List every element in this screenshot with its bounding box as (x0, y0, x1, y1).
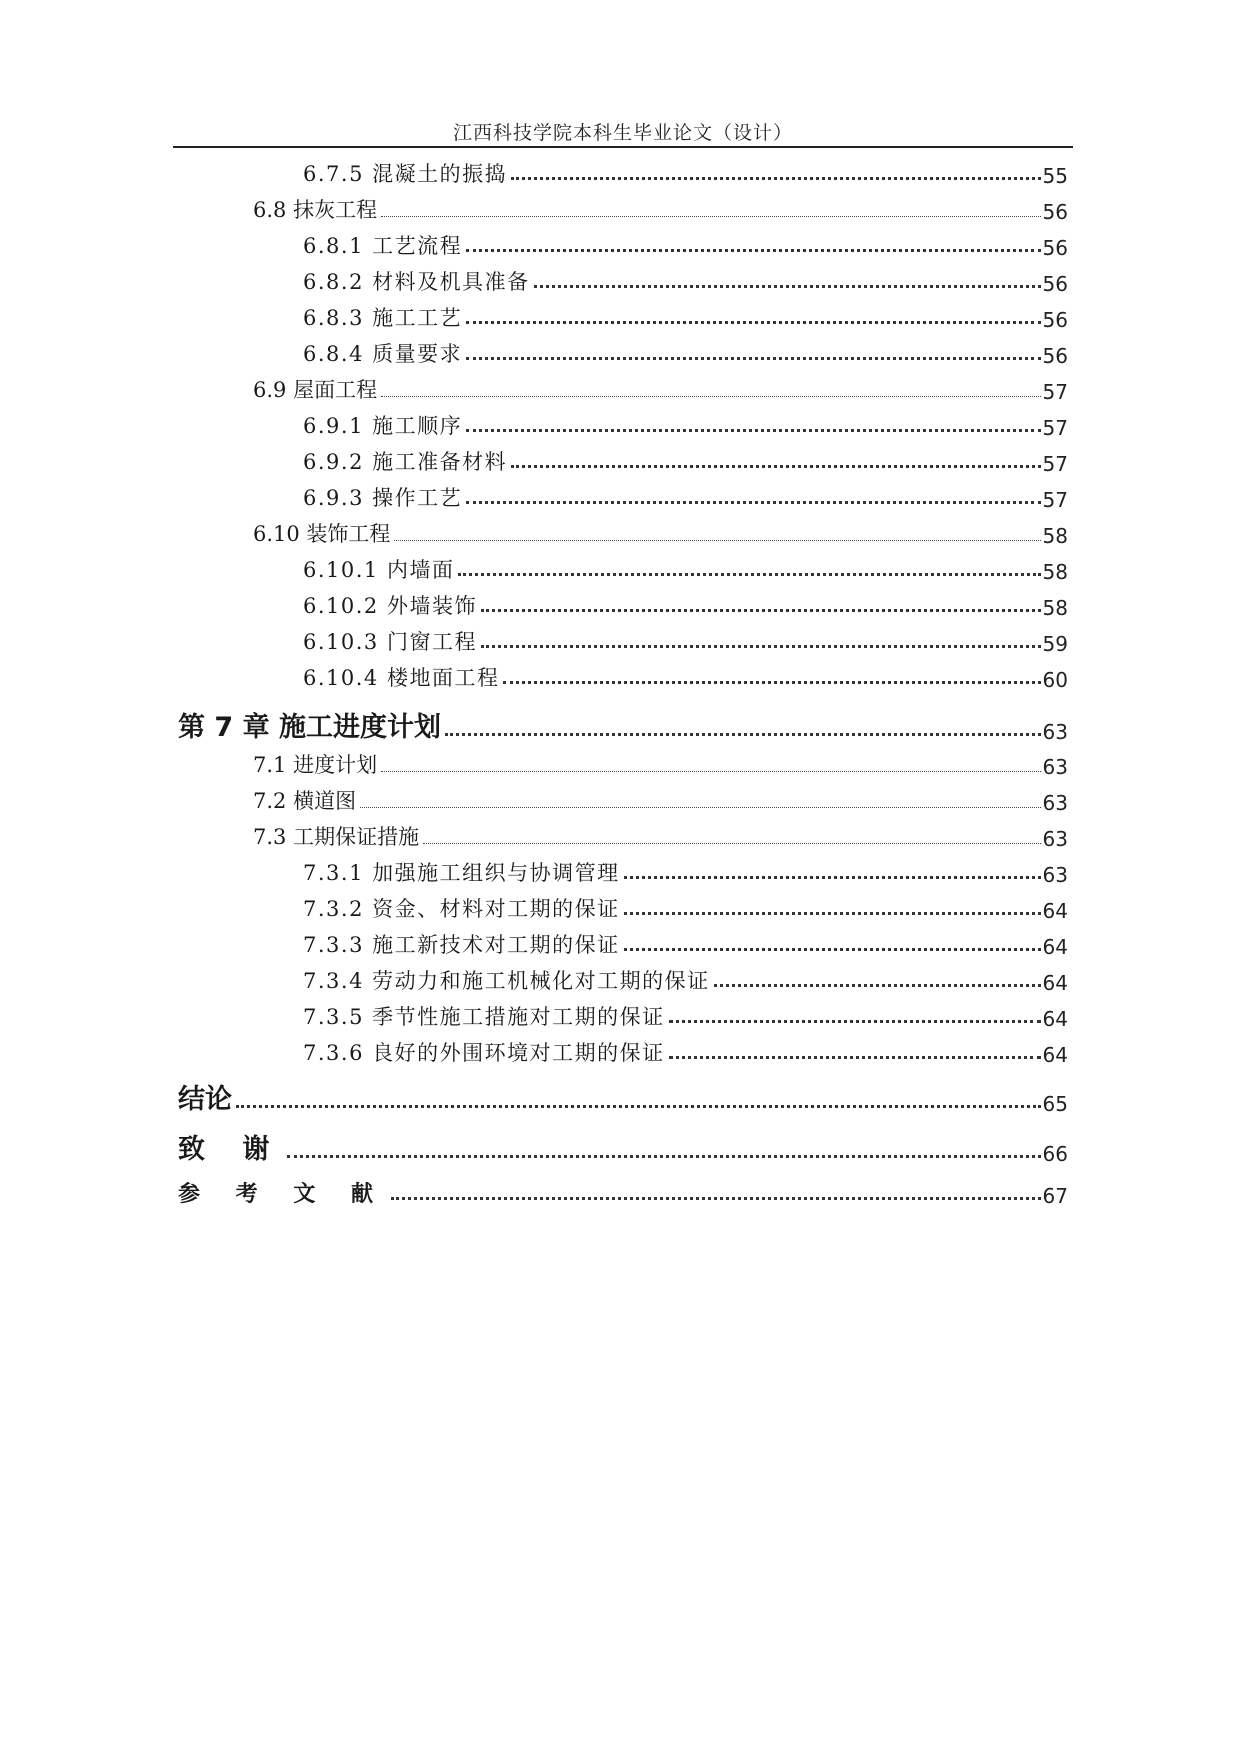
toc-page-number: 56 (1042, 236, 1068, 260)
toc-entry[interactable] (303, 891, 1068, 923)
toc-entry-label: 6.10.3 门窗工程 (303, 630, 477, 654)
toc-entry-label: 6.8.2 材料及机具准备 (303, 270, 530, 294)
toc-page-number: 56 (1042, 272, 1068, 296)
toc-page-number: 67 (1042, 1184, 1068, 1208)
toc-page-number: 63 (1042, 791, 1068, 815)
toc-page-number: 63 (1042, 863, 1068, 887)
toc-entry[interactable] (303, 480, 1068, 512)
toc-entry-label: 7.3.1 加强施工组织与协调管理 (303, 861, 620, 885)
toc-dot-leader (669, 1020, 1041, 1023)
toc-page-number: 60 (1042, 668, 1068, 692)
toc-dot-leader (287, 1155, 1040, 1158)
toc-dot-leader (511, 177, 1040, 180)
toc-page-number: 58 (1042, 524, 1068, 548)
toc-dot-leader (624, 876, 1041, 879)
toc-page-number: 65 (1042, 1092, 1068, 1116)
toc-entry[interactable] (253, 747, 1068, 779)
toc-page-number: 56 (1042, 308, 1068, 332)
toc-entry[interactable] (303, 963, 1068, 995)
toc-page-number: 57 (1042, 416, 1068, 440)
toc-entry-label: 7.3 工期保证措施 (253, 825, 420, 849)
toc-dot-leader (503, 681, 1040, 684)
toc-dot-leader (381, 396, 1040, 397)
toc-entry-label: 6.10.4 楼地面工程 (303, 666, 500, 690)
toc-dot-leader (381, 216, 1040, 217)
toc-entry[interactable] (303, 444, 1068, 476)
toc-entry[interactable] (303, 228, 1068, 260)
toc-page-number: 64 (1042, 899, 1068, 923)
toc-dot-leader (624, 912, 1041, 915)
toc-page-number: 64 (1042, 1043, 1068, 1067)
toc-dot-leader (511, 465, 1040, 468)
toc-page-number: 63 (1042, 827, 1068, 851)
toc-dot-leader (481, 609, 1041, 612)
toc-page-number: 56 (1042, 200, 1068, 224)
toc-entry-label: 6.7.5 混凝土的振捣 (303, 162, 508, 186)
toc-entry-label: 6.8.3 施工工艺 (303, 306, 463, 330)
toc-dot-leader (466, 357, 1040, 360)
toc-dot-leader (624, 948, 1041, 951)
toc-page-number: 57 (1042, 380, 1068, 404)
toc-dot-leader (466, 501, 1040, 504)
toc-entry[interactable] (303, 552, 1068, 584)
toc-entry-label: 6.8.1 工艺流程 (303, 234, 463, 258)
toc-dot-leader (391, 1197, 1041, 1200)
toc-entry[interactable] (303, 927, 1068, 959)
toc-page-number: 57 (1042, 452, 1068, 476)
toc-entry[interactable] (303, 264, 1068, 296)
toc-entry[interactable] (253, 516, 1068, 548)
toc-entry[interactable] (303, 855, 1068, 887)
toc-entry[interactable] (303, 336, 1068, 368)
toc-entry-label: 7.3.5 季节性施工措施对工期的保证 (303, 1005, 665, 1029)
toc-entry[interactable] (303, 999, 1068, 1031)
toc-dot-leader (394, 540, 1040, 541)
toc-chapter-label: 致 谢 (178, 1134, 284, 1165)
toc-entry-label: 6.9.1 施工顺序 (303, 414, 463, 438)
toc-entry[interactable] (253, 192, 1068, 224)
toc-chapter-entry[interactable] (178, 1126, 1068, 1166)
toc-entry-label: 6.8.4 质量要求 (303, 342, 463, 366)
toc-chapter-entry[interactable] (178, 1172, 1068, 1208)
toc-dot-leader (236, 1105, 1041, 1108)
toc-entry-label: 6.10 装饰工程 (253, 522, 391, 546)
toc-dot-leader (481, 645, 1041, 648)
toc-entry-label: 7.1 进度计划 (253, 753, 378, 777)
toc-entry[interactable] (303, 660, 1068, 692)
toc-page-number: 63 (1042, 755, 1068, 779)
page-header-title: 江西科技学院本科生毕业论文（设计） (452, 122, 793, 144)
toc-chapter-label: 第 7 章 施工进度计划 (178, 712, 441, 743)
toc-dot-leader (466, 249, 1040, 252)
toc-entry-label: 6.8 抹灰工程 (253, 198, 378, 222)
toc-page-number: 66 (1042, 1142, 1068, 1166)
toc-chapter-entry[interactable] (178, 706, 1068, 744)
toc-entry[interactable] (303, 624, 1068, 656)
toc-dot-leader (466, 321, 1040, 324)
toc-page-number: 64 (1042, 971, 1068, 995)
toc-page-number: 64 (1042, 1007, 1068, 1031)
toc-chapter-entry[interactable] (178, 1076, 1068, 1116)
toc-page-number: 56 (1042, 344, 1068, 368)
toc-dot-leader (458, 573, 1040, 576)
toc-dot-leader (466, 429, 1040, 432)
toc-page-number: 63 (1042, 720, 1068, 744)
toc-entry[interactable] (303, 1035, 1068, 1067)
toc-page-number: 64 (1042, 935, 1068, 959)
toc-entry-label: 7.3.6 良好的外围环境对工期的保证 (303, 1041, 665, 1065)
toc-dot-leader (360, 807, 1040, 808)
toc-page-number: 58 (1042, 560, 1068, 584)
toc-entry-label: 7.2 横道图 (253, 789, 357, 813)
toc-chapter-label: 结论 (178, 1084, 232, 1115)
toc-dot-leader (423, 843, 1040, 844)
toc-dot-leader (534, 285, 1041, 288)
toc-chapter-label: 参 考 文 献 (178, 1182, 387, 1207)
toc-entry-label: 6.9.3 操作工艺 (303, 486, 463, 510)
toc-dot-leader (381, 771, 1040, 772)
toc-entry-label: 7.3.2 资金、材料对工期的保证 (303, 897, 620, 921)
toc-page-number: 55 (1042, 164, 1068, 188)
toc-entry[interactable] (253, 372, 1068, 404)
toc-entry-label: 6.9.2 施工准备材料 (303, 450, 508, 474)
toc-entry-label: 6.10.1 内墙面 (303, 558, 455, 582)
toc-entry-label: 7.3.3 施工新技术对工期的保证 (303, 933, 620, 957)
toc-entry[interactable] (303, 156, 1068, 188)
toc-page-number: 59 (1042, 632, 1068, 656)
toc-entry[interactable] (303, 300, 1068, 332)
toc-entry-label: 7.3.4 劳动力和施工机械化对工期的保证 (303, 969, 710, 993)
toc-dot-leader (714, 984, 1041, 987)
toc-page-number: 58 (1042, 596, 1068, 620)
toc-entry[interactable] (253, 783, 1068, 815)
toc-entry[interactable] (253, 819, 1068, 851)
toc-page-number: 57 (1042, 488, 1068, 512)
toc-entry-label: 6.10.2 外墙装饰 (303, 594, 477, 618)
toc-entry[interactable] (303, 408, 1068, 440)
toc-dot-leader (445, 733, 1041, 736)
toc-entry[interactable] (303, 588, 1068, 620)
toc-dot-leader (669, 1056, 1041, 1059)
toc-entry-label: 6.9 屋面工程 (253, 378, 378, 402)
